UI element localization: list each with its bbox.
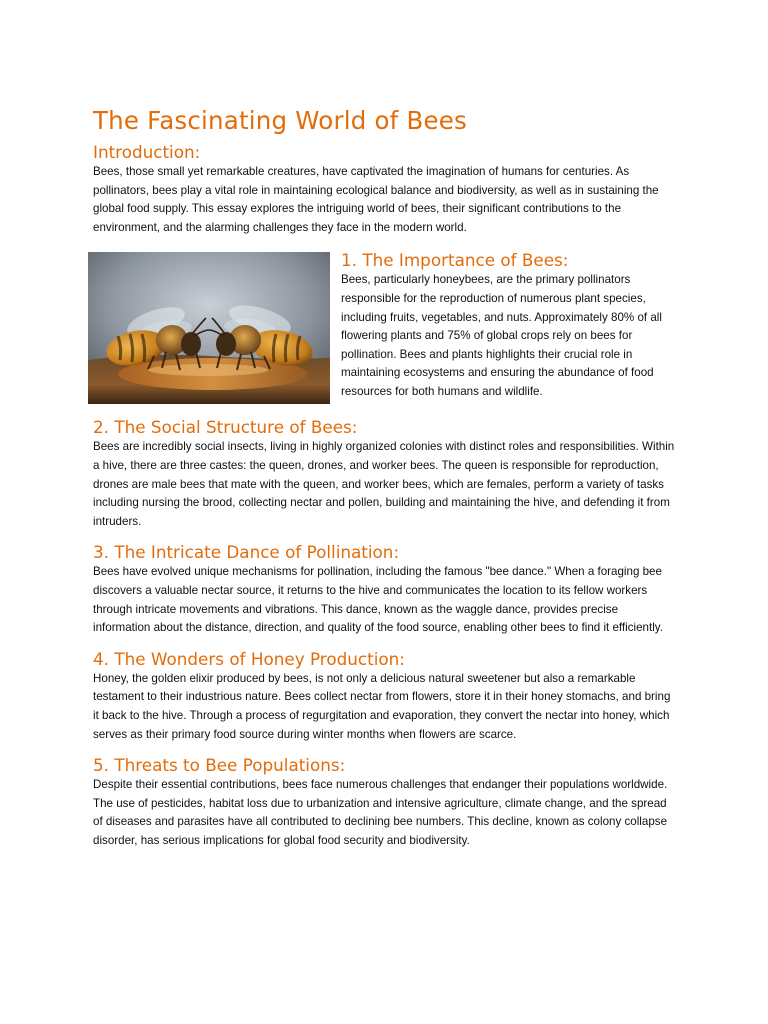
importance-heading: 1. The Importance of Bees: bbox=[341, 250, 569, 271]
importance-text-block bbox=[341, 249, 677, 401]
bee-photo bbox=[88, 252, 330, 404]
threats-text: Despite their essential contributions, bees face numerous challenges that endanger their populations worldwide. The use of pesticides, habitat loss due to urbanization and intensive agriculture, climate change, and the spread of diseases and parasites have all contributed to declining bee numbers. This decline, known as colony collapse disorder, has serious implications for global food security and biodiversity. bbox=[93, 778, 668, 847]
threats-heading: 5. Threats to Bee Populations: bbox=[93, 755, 346, 776]
document-title: The Fascinating World of Bees bbox=[93, 106, 467, 135]
pollination-text: Bees have evolved unique mechanisms for pollination, including the famous "bee dance." When a foraging bee discovers a valuable nectar source, it returns to the hive and communicates the location to its fellow workers through intricate movements and vibrations. This dance, known as the waggle dance, provides precise information about the distance, direction, and quality of the food source, enabling other bees to find it efficiently. bbox=[93, 565, 663, 635]
social-structure-heading: 2. The Social Structure of Bees: bbox=[93, 417, 358, 438]
social-structure-text: Bees are incredibly social insects, living in highly organized colonies with distinct roles and responsibilities. Within a hive, there are three castes: the queen, drones, and worker bees. The queen is responsible for reproduction, drones are male bees that mate with the queen, and worker bees, which are females, perform a variety of tasks including nursing the brood, collecting nectar and pollen, building and maintaining the hive, and defending it from intruders. bbox=[93, 440, 675, 528]
honey-heading: 4. The Wonders of Honey Production: bbox=[93, 648, 405, 669]
importance-text: Bees, particularly honeybees, are the primary pollinators responsible for the reproduction of numerous plant species, including fruits, vegetables, and nuts. Approximately 80% of all flowering plants and 75% of global crops rely on bees for pollination. Bees and plants highlights their crucial role in maintaining ecosystems and ensuring the abundance of food resources for both humans and wildlife. bbox=[341, 273, 662, 398]
importance-section bbox=[93, 249, 675, 406]
document-page bbox=[93, 104, 675, 850]
intro-heading: Introduction: bbox=[93, 142, 201, 162]
threats-section bbox=[93, 754, 675, 850]
intro-text: Bees, those small yet remarkable creatures, have captivated the imagination of humans for centuries. As pollinators, bees play a vital role in maintaining ecological balance and biodiversity, as well as in sustaining the global food supply. This essay explores the intriguing world of bees, their significant contributions to the environment, and the alarming challenges they face in the modern world. bbox=[93, 165, 659, 234]
pollination-heading: 3. The Intricate Dance of Pollination: bbox=[93, 542, 400, 563]
pollination-section bbox=[93, 541, 675, 637]
social-structure-section bbox=[93, 416, 675, 531]
honey-text: Honey, the golden elixir produced by bees, is not only a delicious natural sweetener but also a remarkable testament to their industrious nature. Bees collect nectar from flowers, store it in their honey stomachs, and bring it back to the hive. Through a process of regurgitation and evaporation, they convert the nectar into honey, which serves as their primary food source during winter months when flowers are scarce. bbox=[93, 671, 671, 741]
honey-section bbox=[93, 648, 675, 744]
